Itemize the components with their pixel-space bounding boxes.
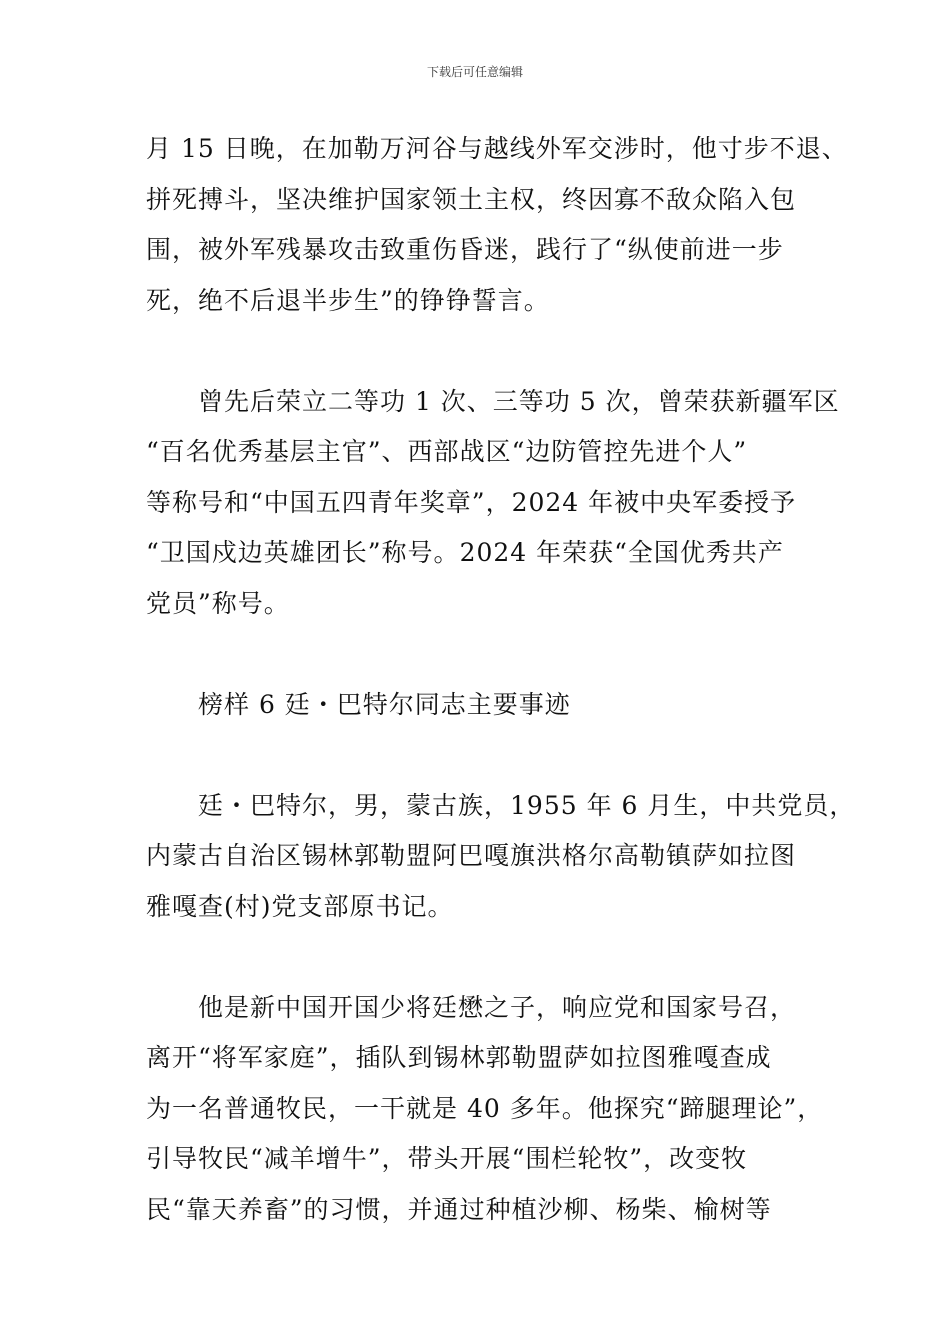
text-line: 引导牧民“减羊增牛”，带头开展“围栏轮牧”，改变牧	[146, 1144, 748, 1173]
paragraph-profile	[146, 781, 856, 933]
heading-line: 榜样 6 廷・巴特尔同志主要事迹	[146, 689, 571, 719]
text-line: 党员”称号。	[146, 588, 290, 618]
text-line: “卫国戍边英雄团长”称号。2024 年荣获“全国优秀共产	[146, 538, 784, 567]
text-line: 雅嘎查(村)党支部原书记。	[146, 891, 454, 921]
paragraph-deeds	[146, 983, 836, 1236]
text-line: “百名优秀基层主官”、西部战区“边防管控先进个人”	[146, 437, 748, 466]
document-body	[146, 124, 856, 1235]
text-line: 死，绝不后退半步生”的铮铮誓言。	[146, 285, 550, 315]
text-line: 内蒙古自治区锡林郭勒盟阿巴嘎旗洪格尔高勒镇萨如拉图	[146, 841, 797, 870]
text-line: 围，被外军残暴攻击致重伤昏迷，践行了“纵使前进一步	[146, 235, 784, 264]
text-line: 离开“将军家庭”，插队到锡林郭勒盟萨如拉图雅嘎查成	[146, 1043, 772, 1072]
section-heading	[146, 680, 836, 731]
text-line: 民“靠天养畜”的习惯，并通过种植沙柳、杨柴、榆树等	[146, 1194, 772, 1224]
text-line: 曾先后荣立二等功 1 次、三等功 5 次，曾荣获新疆军区	[146, 386, 840, 416]
text-line: 拼死搏斗，坚决维护国家领土主权，终因寡不敌众陷入包	[146, 184, 797, 214]
paragraph-honors	[146, 377, 840, 630]
text-line: 廷・巴特尔，男，蒙古族，1955 年 6 月生，中共党员，	[146, 790, 856, 820]
text-line: 月 15 日晚，在加勒万河谷与越线外军交涉时，他寸步不退、	[146, 134, 848, 163]
text-line: 他是新中国开国少将廷懋之子，响应党和国家号召，	[146, 992, 797, 1022]
paragraph-heroic-deed	[146, 124, 848, 326]
page-header: 下载后可任意编辑	[426, 65, 523, 79]
text-line: 等称号和“中国五四青年奖章”，2024 年被中央军委授予	[146, 487, 797, 517]
text-line: 为一名普通牧民，一干就是 40 多年。他探究“蹄腿理论”，	[146, 1093, 824, 1123]
